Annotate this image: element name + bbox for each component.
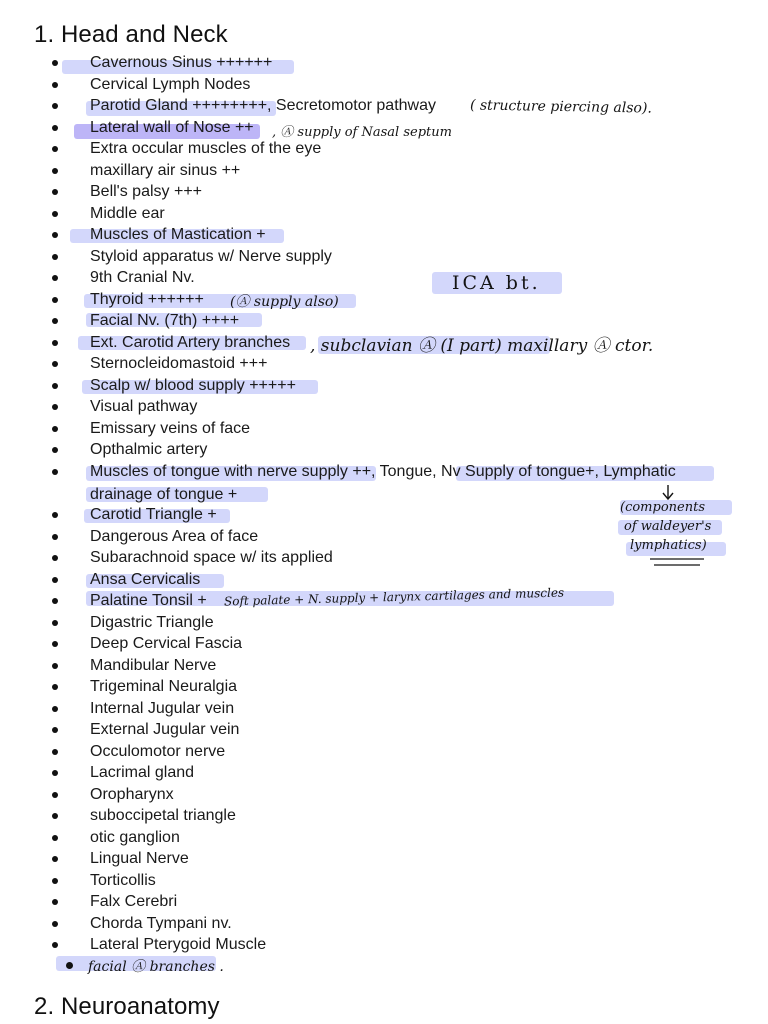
topic-text: Mandibular Nerve xyxy=(90,656,217,674)
list-item xyxy=(0,848,768,869)
topic-text: Emissary veins of face xyxy=(90,419,251,437)
list-item xyxy=(0,310,768,331)
list-item xyxy=(0,934,768,955)
topic-text: Muscles of Mastication + xyxy=(90,226,266,243)
list-item xyxy=(0,633,768,654)
list-item xyxy=(0,698,768,719)
topic-text: Muscles of tongue with nerve supply ++, Tongue, Nv Supply of tongue+, Lymphatic xyxy=(90,462,676,480)
list-item xyxy=(0,289,768,310)
topic-text: otic ganglion xyxy=(90,828,180,846)
topic-text: Thyroid ++++++ xyxy=(90,290,204,308)
list-item xyxy=(0,138,768,159)
bullet xyxy=(52,921,58,927)
handwritten-note-waldeyer-line2: of waldeyer's xyxy=(624,519,712,534)
bullet xyxy=(52,340,58,346)
bullet xyxy=(52,146,58,152)
list-item xyxy=(0,612,768,633)
topic-text: Lacrimal gland xyxy=(90,764,195,781)
handwritten-note-parotid: ( structure piercing also). xyxy=(469,97,652,117)
topic-text: Internal Jugular vein xyxy=(90,699,235,717)
list-item xyxy=(0,891,768,912)
topic-text: Palatine Tonsil + xyxy=(90,592,207,609)
bullet xyxy=(52,706,58,712)
topic-text: Torticollis xyxy=(90,871,156,889)
bullet xyxy=(52,835,58,841)
bullet xyxy=(52,641,58,647)
topic-text: Digastric Triangle xyxy=(90,613,214,631)
handwritten-note-tonsil: Soft palate + N. supply + larynx cartilages and muscles xyxy=(223,585,565,609)
topic-text: External Jugular vein xyxy=(90,721,240,738)
bullet xyxy=(52,168,58,174)
bullet xyxy=(52,727,58,733)
list-item xyxy=(0,784,768,805)
list-item xyxy=(0,418,768,439)
list-item xyxy=(0,805,768,826)
topic-text: Lateral Pterygoid Muscle xyxy=(90,936,267,953)
topic-text: Extra occular muscles of the eye xyxy=(90,140,322,157)
list-item xyxy=(0,655,768,676)
bullet xyxy=(52,469,58,475)
list-item xyxy=(0,762,768,783)
bullet xyxy=(52,899,58,905)
topic-text: Middle ear xyxy=(90,204,165,222)
topic-text: Styloid apparatus w/ Nerve supply xyxy=(90,247,332,265)
list-item xyxy=(0,461,768,482)
topic-text: Occulomotor nerve xyxy=(90,742,226,760)
list-item xyxy=(0,396,768,417)
list-item xyxy=(0,160,768,181)
bullet xyxy=(52,189,58,195)
topic-text: Bell's palsy +++ xyxy=(90,183,203,200)
bullet xyxy=(52,856,58,862)
bullet xyxy=(52,275,58,281)
underline-mark xyxy=(648,556,708,570)
topic-text: Ansa Cervicalis xyxy=(90,570,201,588)
list-item xyxy=(0,95,768,116)
topic-text: Lingual Nerve xyxy=(90,850,189,867)
list-item xyxy=(0,569,768,590)
topic-text: Cervical Lymph Nodes xyxy=(90,75,251,93)
list-item xyxy=(0,52,768,73)
list-item xyxy=(0,719,768,740)
list-item xyxy=(0,353,768,374)
handwritten-note-thyroid: (Ⓐ supply also) xyxy=(230,294,339,310)
topic-text: Opthalmic artery xyxy=(90,441,208,458)
bullet xyxy=(52,512,58,518)
bullet xyxy=(52,60,58,66)
bullet xyxy=(52,404,58,410)
list-item xyxy=(0,203,768,224)
handwritten-note-ica: ICA bt. xyxy=(452,272,541,294)
topic-text: Lateral wall of Nose ++ xyxy=(90,118,254,136)
bullet xyxy=(52,383,58,389)
topic-text: Facial Nv. (7th) ++++ xyxy=(90,312,240,329)
bullet xyxy=(52,297,58,303)
bullet xyxy=(52,361,58,367)
bullet xyxy=(52,749,58,755)
topic-text: Falx Cerebri xyxy=(90,893,178,910)
bullet xyxy=(52,232,58,238)
bullet xyxy=(52,82,58,88)
bullet xyxy=(52,577,58,583)
handwritten-note-facial-branches: facial Ⓐ branches . xyxy=(88,959,224,975)
list-item xyxy=(0,676,768,697)
topic-text: Cavernous Sinus ++++++ xyxy=(90,54,273,71)
list-item xyxy=(0,246,768,267)
handwritten-note-nose: , Ⓐ supply of Nasal septum xyxy=(272,125,452,140)
bullet xyxy=(52,663,58,669)
bullet xyxy=(66,962,73,969)
topic-text: Subarachnoid space w/ its applied xyxy=(90,549,333,566)
bullet xyxy=(52,770,58,776)
list-item xyxy=(0,267,768,288)
list-item xyxy=(0,181,768,202)
bullet xyxy=(52,318,58,324)
topic-text: Trigeminal Neuralgia xyxy=(90,678,238,695)
bullet xyxy=(52,211,58,217)
topic-text: Carotid Triangle + xyxy=(90,506,217,523)
section-title-head-and-neck: 1. Head and Neck xyxy=(34,21,228,48)
topic-text: Ext. Carotid Artery branches xyxy=(90,333,291,351)
topic-text: maxillary air sinus ++ xyxy=(90,161,241,179)
bullet xyxy=(52,813,58,819)
topic-text: Visual pathway xyxy=(90,398,198,415)
bullet xyxy=(52,447,58,453)
bullet xyxy=(52,254,58,260)
topic-text: suboccipetal triangle xyxy=(90,807,236,824)
list-item xyxy=(0,375,768,396)
topic-continuation: drainage of tongue + xyxy=(90,486,238,503)
list-item xyxy=(0,224,768,245)
handwritten-note-carotid: , subclavian Ⓐ (I part) maxillary Ⓐ ctor. xyxy=(310,336,654,356)
list-item xyxy=(0,439,768,460)
bullet xyxy=(52,555,58,561)
bullet xyxy=(52,598,58,604)
topic-text: Parotid Gland ++++++++, Secretomotor pathway xyxy=(90,97,436,114)
bullet xyxy=(52,620,58,626)
list-item xyxy=(0,74,768,95)
bullet xyxy=(52,878,58,884)
topic-text: 9th Cranial Nv. xyxy=(90,269,195,286)
topic-text: Oropharynx xyxy=(90,785,174,803)
bullet xyxy=(52,103,58,109)
topic-text: Chorda Tympani nv. xyxy=(90,914,232,932)
bullet xyxy=(52,684,58,690)
topic-text: Scalp w/ blood supply +++++ xyxy=(90,376,296,394)
topic-text: Sternocleidomastoid +++ xyxy=(90,355,268,372)
handwritten-note-waldeyer-line1: (components xyxy=(620,500,705,515)
handwritten-note-waldeyer-line3: lymphatics) xyxy=(630,538,707,553)
list-item xyxy=(0,913,768,934)
bullet xyxy=(52,792,58,798)
list-item xyxy=(0,741,768,762)
bullet xyxy=(52,426,58,432)
bullet xyxy=(52,125,58,131)
section-title-neuroanatomy: 2. Neuroanatomy xyxy=(34,993,220,1020)
bullet xyxy=(52,534,58,540)
list-item xyxy=(0,870,768,891)
bullet xyxy=(52,942,58,948)
topic-text: Dangerous Area of face xyxy=(90,527,259,545)
topic-text: Deep Cervical Fascia xyxy=(90,635,243,652)
list-item xyxy=(0,827,768,848)
